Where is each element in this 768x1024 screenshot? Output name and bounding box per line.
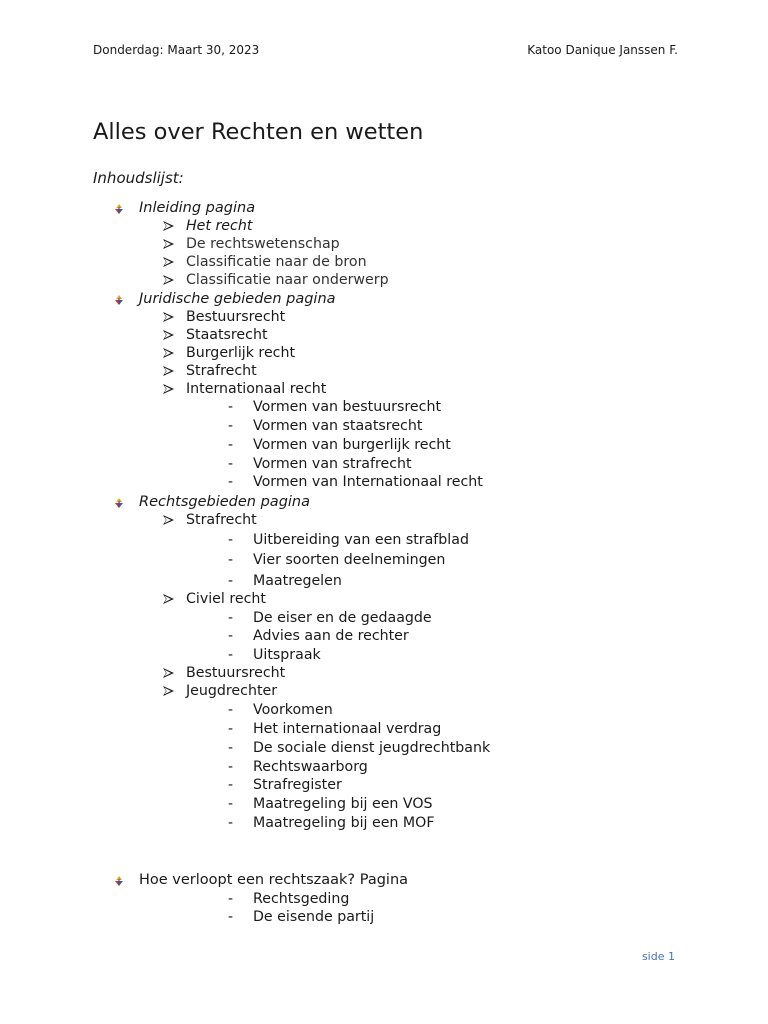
dash-bullet: - <box>228 456 234 472</box>
toc-subitem-label: De sociale dienst jeugdrechtbank <box>253 740 491 756</box>
dash-bullet: - <box>228 418 234 434</box>
arrow-bullet-icon <box>163 682 174 696</box>
toc-item-label: Strafrecht <box>186 512 257 528</box>
arrow-bullet-icon <box>163 511 174 525</box>
arrow-bullet-icon <box>163 326 174 340</box>
toc-item-label: De rechtswetenschap <box>186 236 340 252</box>
toc-subitem-label: Maatregelen <box>253 573 342 589</box>
dash-bullet: - <box>228 437 234 453</box>
toc-item-label: Classificatie naar onderwerp <box>186 272 389 288</box>
dash-bullet: - <box>228 399 234 415</box>
arrow-bullet-icon <box>163 235 174 249</box>
section-title: Rechtsgebieden pagina <box>139 494 310 510</box>
dash-bullet: - <box>228 573 234 589</box>
toc-item-label: Burgerlijk recht <box>186 345 296 361</box>
toc-subitem-label: Vormen van bestuursrecht <box>253 399 442 415</box>
section-title: Juridische gebieden pagina <box>139 291 336 307</box>
toc-item-label: Bestuursrecht <box>186 665 286 681</box>
document-title: Alles over Rechten en wetten <box>93 119 424 145</box>
toc-subitem-label: Uitbereiding van een strafblad <box>253 532 469 548</box>
toc-item-label: Het recht <box>186 218 253 234</box>
dash-bullet: - <box>228 909 234 925</box>
dash-bullet: - <box>228 702 234 718</box>
section-bullet-icon <box>113 290 125 306</box>
toc-subitem-label: Uitspraak <box>253 647 321 663</box>
dash-bullet: - <box>228 740 234 756</box>
arrow-bullet-icon <box>163 308 174 322</box>
dash-bullet: - <box>228 721 234 737</box>
arrow-bullet-icon <box>163 664 174 678</box>
arrow-bullet-icon <box>163 590 174 604</box>
toc-label: Inhoudslijst: <box>93 169 184 187</box>
section-bullet-icon <box>113 871 125 887</box>
toc-subitem-label: Strafregister <box>253 777 342 793</box>
dash-bullet: - <box>228 532 234 548</box>
toc-item-label: Classificatie naar de bron <box>186 254 367 270</box>
toc-subitem-label: De eiser en de gedaagde <box>253 610 432 626</box>
dash-bullet: - <box>228 796 234 812</box>
page-number: side 1 <box>641 950 675 963</box>
dash-bullet: - <box>228 891 234 907</box>
toc-subitem-label: Voorkomen <box>253 702 333 718</box>
section-bullet-icon <box>113 493 125 509</box>
arrow-bullet-icon <box>163 217 174 231</box>
arrow-bullet-icon <box>163 344 174 358</box>
toc-item-label: Jeugdrechter <box>186 683 278 699</box>
section-bullet-icon <box>113 199 125 215</box>
arrow-bullet-icon <box>163 253 174 267</box>
toc-subitem-label: Advies aan de rechter <box>253 628 409 644</box>
toc-subitem-label: Maatregeling bij een MOF <box>253 815 435 831</box>
toc-subitem-label: Vormen van Internationaal recht <box>253 474 483 490</box>
header-author: Katoo Danique Janssen F. <box>527 43 678 57</box>
dash-bullet: - <box>228 610 234 626</box>
toc-subitem-label: Vormen van strafrecht <box>253 456 412 472</box>
toc-item-label: Strafrecht <box>186 363 257 379</box>
toc-subitem-label: Rechtswaarborg <box>253 759 368 775</box>
toc-item-label: Staatsrecht <box>186 327 268 343</box>
toc-item-label: Internationaal recht <box>186 381 327 397</box>
toc-subitem-label: De eisende partij <box>253 909 375 925</box>
toc-subitem-label: Vormen van burgerlijk recht <box>253 437 451 453</box>
arrow-bullet-icon <box>163 271 174 285</box>
section-title: Inleiding pagina <box>139 200 256 216</box>
dash-bullet: - <box>228 815 234 831</box>
dash-bullet: - <box>228 628 234 644</box>
dash-bullet: - <box>228 474 234 490</box>
toc-subitem-label: Maatregeling bij een VOS <box>253 796 433 812</box>
toc-subitem-label: Het internationaal verdrag <box>253 721 442 737</box>
toc-subitem-label: Rechtsgeding <box>253 891 350 907</box>
toc-subitem-label: Vormen van staatsrecht <box>253 418 423 434</box>
dash-bullet: - <box>228 759 234 775</box>
dash-bullet: - <box>228 647 234 663</box>
dash-bullet: - <box>228 552 234 568</box>
dash-bullet: - <box>228 777 234 793</box>
toc-item-label: Bestuursrecht <box>186 309 286 325</box>
toc-item-label: Civiel recht <box>186 591 266 607</box>
section-title: Hoe verloopt een rechtszaak? Pagina <box>139 872 409 888</box>
arrow-bullet-icon <box>163 362 174 376</box>
arrow-bullet-icon <box>163 380 174 394</box>
header-date: Donderdag: Maart 30, 2023 <box>93 43 260 57</box>
toc-subitem-label: Vier soorten deelnemingen <box>253 552 446 568</box>
